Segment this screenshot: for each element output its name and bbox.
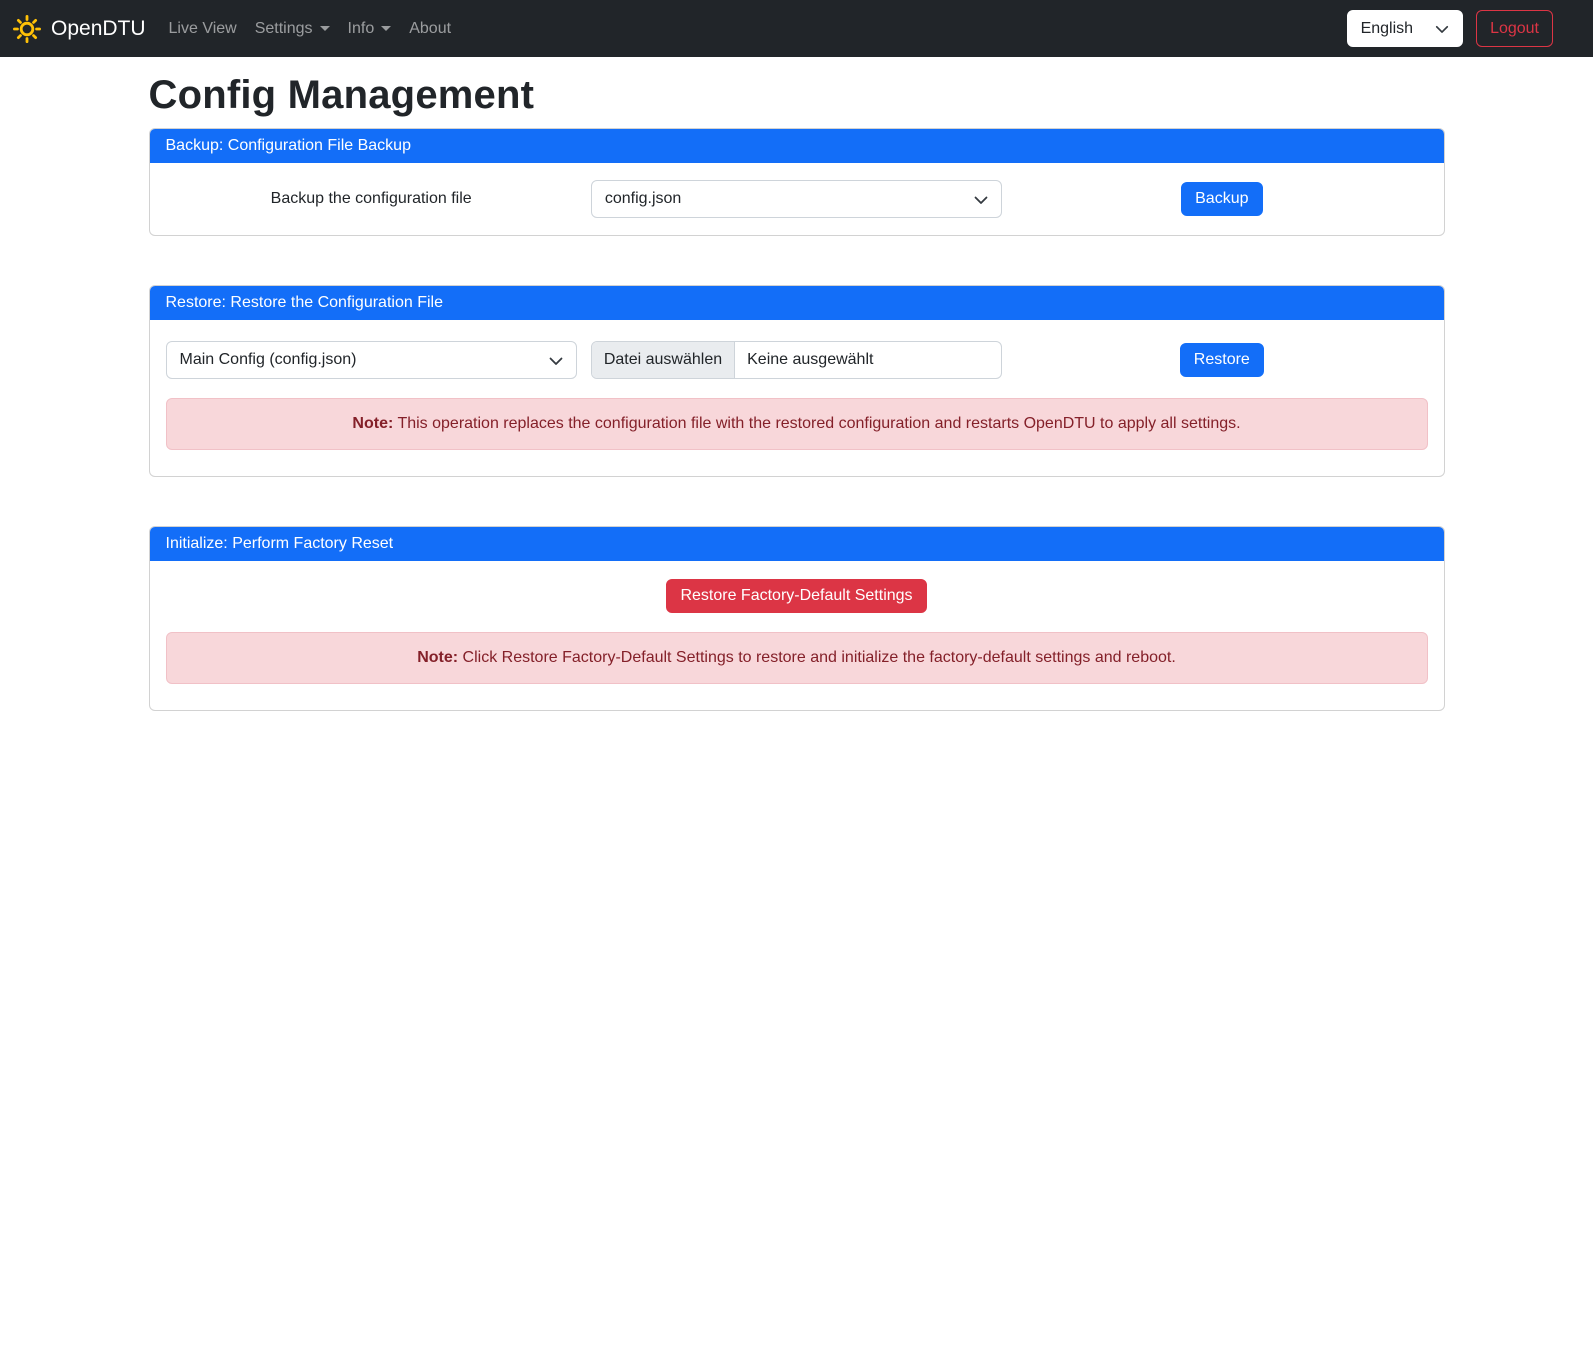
language-select[interactable]: [1347, 10, 1463, 47]
caret-down-icon: [320, 26, 330, 31]
file-status-text: Keine ausgewählt: [747, 351, 874, 368]
nav-item-label: Settings: [254, 19, 313, 37]
caret-down-icon: [381, 26, 391, 31]
sun-icon: [12, 14, 42, 44]
nav-item-label: About: [409, 19, 452, 37]
note-label: Note:: [352, 415, 394, 432]
nav-item-about[interactable]: [400, 12, 460, 46]
backup-file-label: Backup the configuration file: [270, 190, 472, 207]
nav-item-label: Live View: [168, 19, 237, 37]
logout-button[interactable]: Logout: [1476, 10, 1553, 47]
factory-reset-button[interactable]: Restore Factory-Default Settings: [666, 579, 926, 613]
backup-card: [149, 128, 1445, 236]
brand-label: OpenDTU: [51, 16, 146, 40]
factory-reset-note-alert: [166, 632, 1428, 684]
chevron-down-icon: [1435, 22, 1449, 36]
page-title: Config Management: [148, 73, 535, 117]
factory-reset-card-header: Initialize: Perform Factory Reset: [150, 527, 1444, 561]
chevron-down-icon: [973, 192, 989, 213]
backup-file-select-value: config.json: [604, 190, 682, 207]
note-text: This operation replaces the configuration file with the restored configuration and restarts OpenDTU to apply all settings.: [393, 415, 1241, 432]
backup-card-header: Backup: Configuration File Backup: [150, 129, 1444, 163]
file-choose-button[interactable]: Datei auswählen: [592, 342, 735, 378]
restore-file-input[interactable]: [591, 341, 1002, 379]
nav-item-label: Info: [347, 19, 375, 37]
restore-source-select[interactable]: [166, 341, 577, 379]
chevron-down-icon: [548, 353, 564, 374]
nav-item-settings[interactable]: [246, 12, 339, 46]
nav-item-live-view[interactable]: [160, 12, 246, 46]
restore-card: [149, 285, 1445, 477]
restore-button[interactable]: Restore: [1180, 343, 1264, 377]
nav-links: [160, 12, 461, 46]
note-label: Note:: [417, 649, 459, 666]
navbar-right: [1347, 10, 1553, 47]
factory-reset-card: [149, 526, 1445, 711]
restore-note-alert: [166, 398, 1428, 450]
navbar: [0, 0, 1593, 57]
backup-button[interactable]: Backup: [1181, 182, 1262, 216]
brand-link[interactable]: [12, 14, 146, 44]
nav-item-info[interactable]: [339, 12, 401, 46]
backup-file-select[interactable]: [591, 180, 1002, 218]
main-content: [149, 73, 1445, 711]
note-text: Click Restore Factory-Default Settings to restore and initialize the factory-default settings and reboot.: [458, 649, 1176, 666]
language-select-value: English: [1360, 19, 1414, 37]
restore-card-header: Restore: Restore the Configuration File: [150, 286, 1444, 320]
restore-source-select-value: Main Config (config.json): [179, 351, 357, 368]
